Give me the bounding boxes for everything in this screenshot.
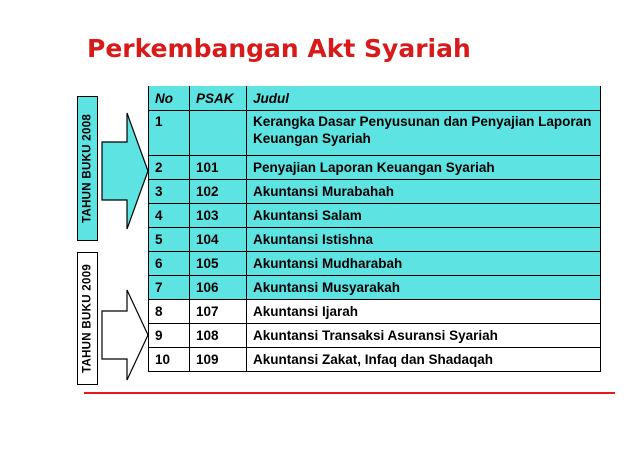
cell-no: 6 — [149, 252, 190, 276]
table-row — [149, 348, 601, 372]
cell-psak: 107 — [190, 300, 247, 324]
cell-judul: Akuntansi Salam — [247, 204, 601, 228]
cell-judul: Akuntansi Musyarakah — [247, 276, 601, 300]
table-row — [149, 276, 601, 300]
table-row — [149, 180, 601, 204]
cell-no: 10 — [155, 352, 171, 367]
table-row — [149, 252, 601, 276]
header-psak: PSAK — [190, 86, 247, 111]
table-row — [149, 228, 601, 252]
cell-no: 5 — [149, 228, 190, 252]
cell-no: 7 — [149, 276, 190, 300]
cell-judul: Kerangka Dasar Penyusunan dan Penyajian Laporan Keuangan Syariah — [247, 111, 601, 156]
table-row — [149, 204, 601, 228]
cell-psak: 101 — [190, 156, 247, 180]
cell-judul: Akuntansi Transaksi Asuransi Syariah — [247, 324, 601, 348]
cell-no: 1 — [149, 111, 190, 156]
cell-psak: 109 — [190, 348, 247, 372]
cell-psak: 104 — [190, 228, 247, 252]
cell-no: 8 — [149, 300, 190, 324]
label-tahun-buku-2008: TAHUN BUKU 2008 — [77, 96, 98, 241]
cell-judul: Akuntansi Murabahah — [247, 180, 601, 204]
table-row — [149, 324, 601, 348]
cell-psak: 108 — [190, 324, 247, 348]
divider-line — [84, 392, 615, 394]
cell-judul: Akuntansi Ijarah — [247, 300, 601, 324]
table-row — [149, 300, 601, 324]
psak-table-2008 — [148, 86, 601, 300]
table-row — [149, 156, 601, 180]
cell-psak: 106 — [190, 276, 247, 300]
cell-judul: Akuntansi Mudharabah — [247, 252, 601, 276]
arrow-2009-icon — [101, 289, 149, 381]
cell-no: 4 — [149, 204, 190, 228]
psak-table-2009 — [148, 299, 601, 372]
cell-psak — [190, 111, 247, 156]
label-tahun-buku-2009: TAHUN BUKU 2009 — [77, 252, 98, 385]
cell-psak: 102 — [190, 180, 247, 204]
cell-psak: 103 — [190, 204, 247, 228]
page-title: Perkembangan Akt Syariah — [87, 34, 471, 63]
table-row — [149, 111, 601, 156]
cell-psak: 105 — [190, 252, 247, 276]
header-judul: Judul — [247, 86, 601, 111]
cell-no: 9 — [149, 324, 190, 348]
cell-no: 2 — [149, 156, 190, 180]
cell-no: 3 — [149, 180, 190, 204]
table-header-row — [149, 86, 601, 111]
header-no: No — [149, 86, 190, 111]
cell-judul: Penyajian Laporan Keuangan Syariah — [247, 156, 601, 180]
cell-judul: Akuntansi Istishna — [247, 228, 601, 252]
cell-judul: Akuntansi Zakat, Infaq dan Shadaqah — [247, 348, 601, 372]
arrow-2008-icon — [101, 112, 149, 230]
